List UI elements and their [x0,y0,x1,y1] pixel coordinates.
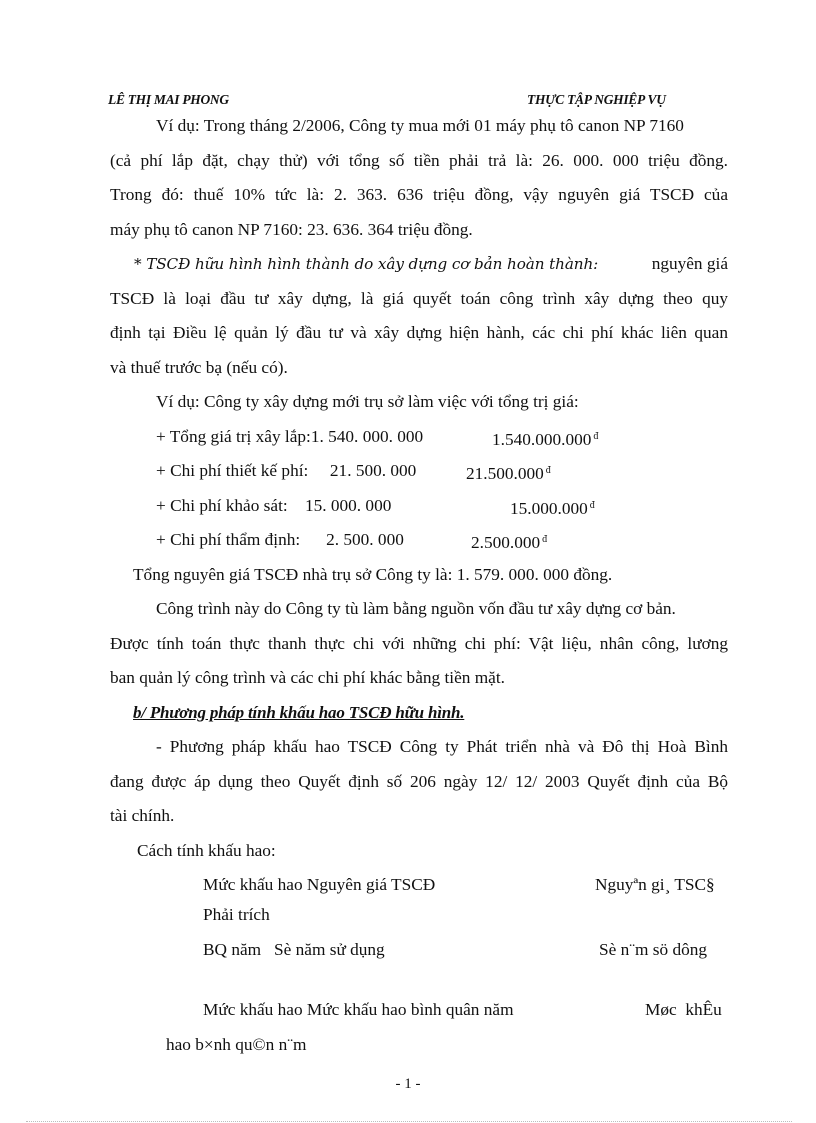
section-built-italic-lead: * TSCĐ hữu hình hình thành do xây dựng cơ bản hoàn thành: [134,255,599,273]
formula-row3-right: Sè n¨m sö dông [599,940,708,959]
self-built-line-1: Công trình này do Công ty tù làm bằng nguồn vốn đầu tư xây dựng cơ bản. [156,599,676,618]
self-built-line-3: ban quản lý công trình và các chi phí khác bằng tiền mặt. [110,668,505,687]
page-break-rule [26,1121,792,1122]
header-title: THỰC TẬP NGHIỆP VỤ [527,92,666,107]
example1-line-1: Ví dụ: Trong tháng 2/2006, Công ty mua mới 01 máy phụ tô canon NP 7160 [156,116,684,135]
section-b-line-2: đang được áp dụng theo Quyết định số 206 ngày 12/ 12/ 2003 Quyết định của Bộ [110,772,728,791]
header-author: LÊ THỊ MAI PHONG [108,92,229,107]
amount-value: 2.500.000 [471,533,541,552]
section-built-line-1: TSCĐ là loại đầu tư xây dựng, là giá quyết toán công trình xây dựng theo quy [110,289,728,308]
example1-line-2: (cả phí lắp đặt, chạy thử) với tổng số tiền phải trả là: 26. 000. 000 triệu đồng. [110,151,728,170]
amount-value: 15.000.000 [510,499,588,518]
example2-item-amount [466,461,551,484]
example2-item-amount [510,496,595,519]
calc-label: Cách tính khấu hao: [137,841,276,860]
section-built-line-2: định tại Điều lệ quản lý đầu tư và xây dựng hiện hành, các chi phí khác liên quan [110,323,728,342]
self-built-line-2: Được tính toán thực thanh thực chi với những chi phí: Vật liệu, nhân công, lương [110,634,728,653]
section-b-heading: b/ Phương pháp tính khấu hao TSCĐ hữu hình. [133,703,465,722]
formula-row1-left: Mức khấu hao Nguyên giá TSCĐ [203,875,436,894]
section-b-line-1: - Phương pháp khấu hao TSCĐ Công ty Phát triển nhà và Đô thị Hoà Bình [156,737,728,756]
example2-intro: Ví dụ: Công ty xây dựng mới trụ sở làm việc với tổng trị giá: [156,392,579,411]
example1-line-3: Trong đó: thuế 10% tức là: 2. 363. 636 triệu đồng, vậy nguyên giá TSCĐ của [110,185,728,204]
formula-row2-left: Phải trích [203,905,270,924]
amount-value: 1.540.000.000 [492,430,592,449]
example2-item-label: + Chi phí khảo sát: 15. 000. 000 [156,496,392,515]
amount-value: 21.500.000 [466,464,544,483]
example2-item-label: + Tổng giá trị xây lắp:1. 540. 000. 000 [156,427,424,446]
formula-row5-left: hao b×nh qu©n n¨m [166,1035,307,1054]
section-built-lead [134,254,728,274]
example1-line-4: máy phụ tô canon NP 7160: 23. 636. 364 triệu đồng. [110,220,473,239]
currency-unit: đ [542,534,548,545]
currency-unit: đ [545,465,551,476]
example2-item-amount [471,530,547,553]
example2-total: Tổng nguyên giá TSCĐ nhà trụ sở Công ty là: 1. 579. 000. 000 đồng. [133,565,613,584]
example2-item-label: + Chi phí thiết kế phí: 21. 500. 000 [156,461,417,480]
section-built-line-3: và thuế trước bạ (nếu có). [110,358,288,377]
formula-row3-left: BQ năm Sè năm sử dụng [203,940,385,959]
page-number: - 1 - [395,1076,421,1092]
currency-unit: đ [593,431,599,442]
section-b-line-3: tài chính. [110,806,175,825]
example2-item-amount [492,427,598,450]
section-built-lead-rest: nguyên giá [651,254,728,273]
formula-row4-right: Møc khÊu [645,1000,722,1019]
example2-item-label: + Chi phí thẩm định: 2. 500. 000 [156,530,404,549]
currency-unit: đ [589,500,595,511]
formula-row1-right: Nguyªn gi¸ TSC§ [595,875,715,894]
formula-row4-left: Mức khấu hao Mức khấu hao bình quân năm [203,1000,514,1019]
